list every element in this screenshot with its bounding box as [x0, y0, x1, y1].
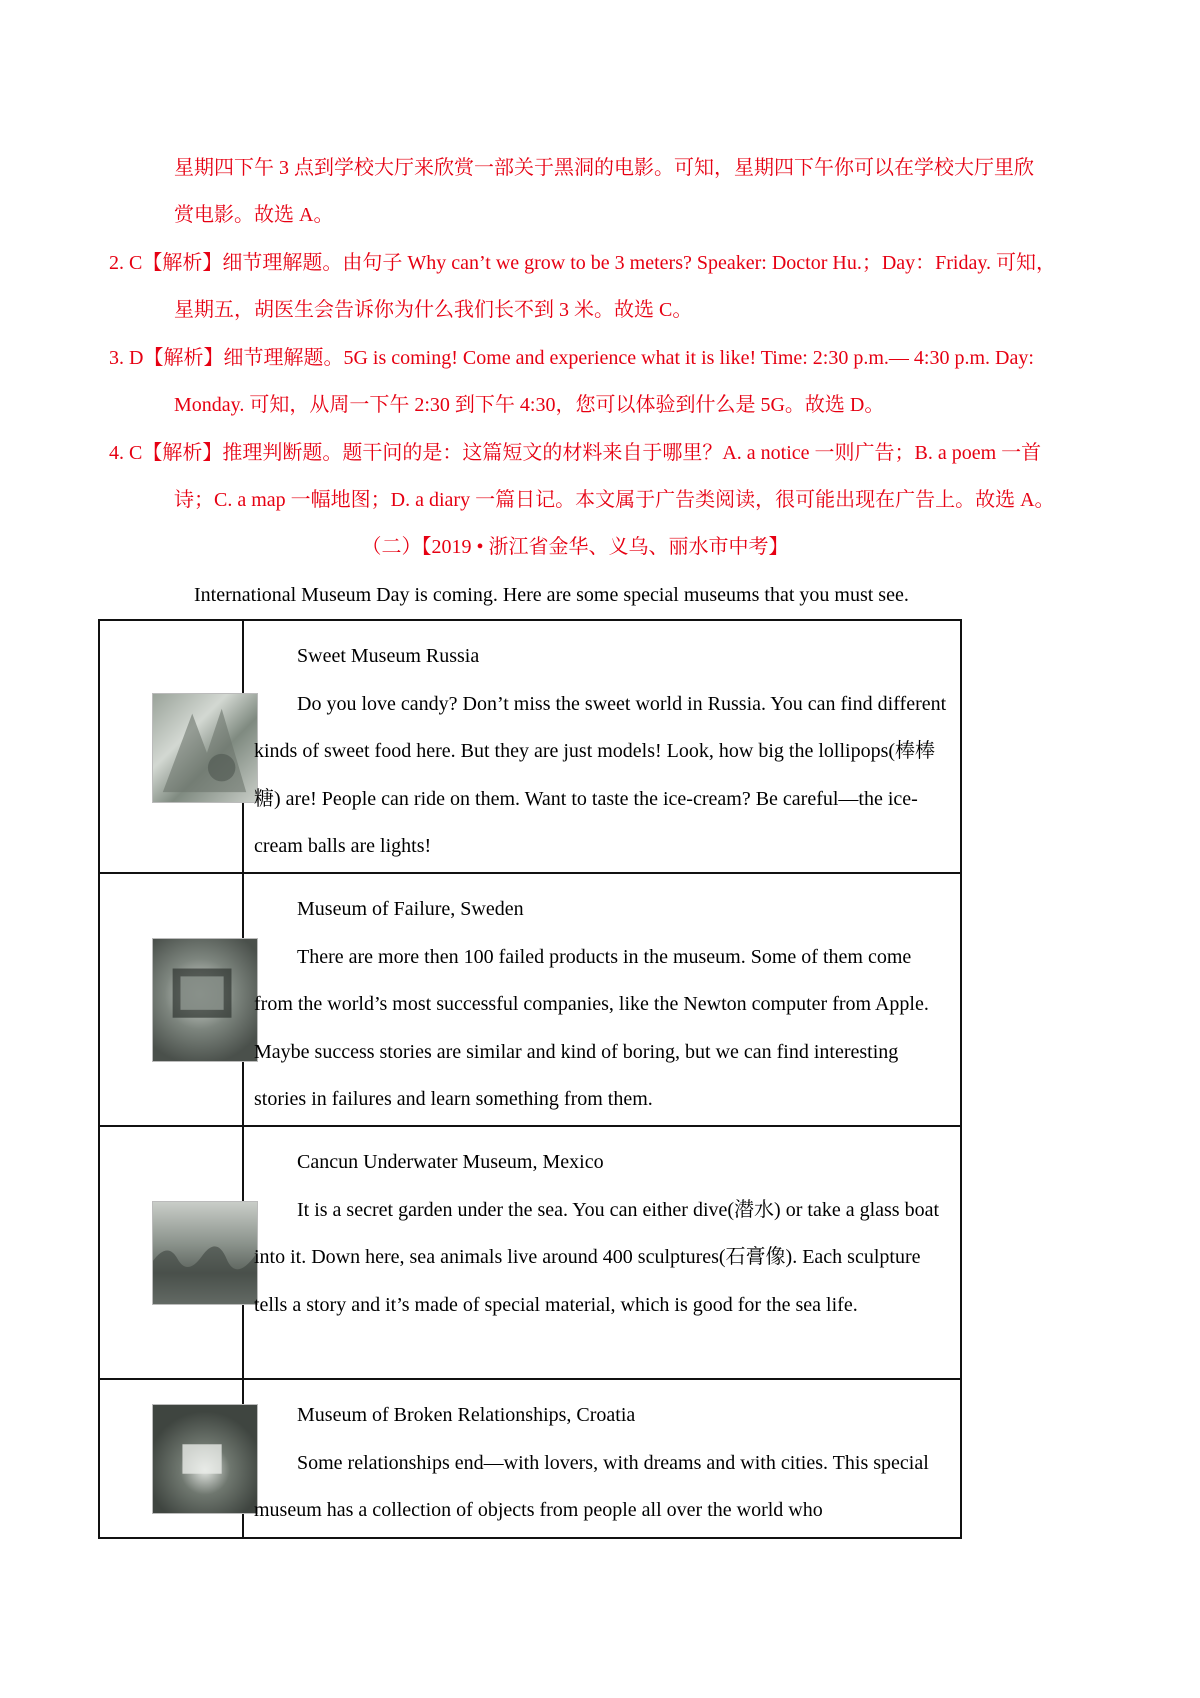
museum-description: There are more then 100 failed products in the museum. Some of them come from the world’s most successful companies, like the Newton computer from Apple. Maybe success stories are similar and kind of boring, but we can find interesting stories in failures and learn something from them. — [254, 945, 929, 1110]
answer-4-line-1: 4. C【解析】推理判断题。题干问的是：这篇短文的材料来自于哪里？A. a notice 一则广告；B. a poem 一首 — [109, 442, 1042, 464]
reading-intro: International Museum Day is coming. Here are some special museums that you must see. — [194, 584, 909, 606]
museum-row — [99, 873, 961, 1126]
photo-image — [153, 939, 257, 1061]
photo-image — [153, 694, 257, 802]
answer-2-line-1: 2. C【解析】细节理解题。由句子 Why can’t we grow to be 3 meters? Speaker: Doctor Hu.；Day：Friday. 可知， — [109, 252, 1057, 274]
photo-image — [153, 1202, 257, 1304]
museum-text-cell — [243, 620, 961, 873]
answer-3-line-2: Monday. 可知，从周一下午 2:30 到下午 4:30，您可以体验到什么是 5G。故选 D。 — [174, 394, 885, 416]
museum-description: It is a secret garden under the sea. You can either dive(潜水) or take a glass boat into it. Down here, sea animals live around 400 sculptures(石膏像). Each sculpture tells a story and it’s made of special material, which is good for the sea life. — [254, 1198, 940, 1316]
museum-row — [99, 1379, 961, 1538]
museum-title: Cancun Underwater Museum, Mexico — [297, 1151, 604, 1173]
museum-description: Some relationships end—with lovers, with dreams and with cities. This special museum has a collection of objects from people all over the world who — [254, 1451, 929, 1521]
answer-3-line-1: 3. D【解析】细节理解题。5G is coming! Come and experience what it is like! Time: 2:30 p.m.— 4:30 p.m. Day: — [109, 347, 1034, 369]
museum-text-cell — [243, 873, 961, 1126]
answer-4-line-2: 诗；C. a map 一幅地图；D. a diary 一篇日记。本文属于广告类阅读，很可能出现在广告上。故选 A。 — [174, 489, 1055, 511]
museum-row — [99, 620, 961, 873]
answer-1-continuation-line-2: 赏电影。故选 A。 — [174, 204, 334, 226]
museum-image-cell — [99, 1126, 243, 1379]
photo-image — [153, 1405, 257, 1513]
answer-1-continuation-line-1: 星期四下午 3 点到学校大厅来欣赏一部关于黑洞的电影。可知，星期四下午你可以在学校大厅里欣 — [174, 157, 1034, 179]
museum-image-cell — [99, 873, 243, 1126]
museum-text-cell — [243, 1379, 961, 1538]
museum-row — [99, 1126, 961, 1379]
museum-image-cell — [99, 620, 243, 873]
museum-description: Do you love candy? Don’t miss the sweet world in Russia. You can find different kinds of sweet food here. But they are just models! Look, how big the lollipops(棒棒糖) are! People can ride on them. Want to taste the ice-cream? Be careful—the ice-cream balls are lights! — [254, 692, 947, 857]
museum-title: Museum of Failure, Sweden — [297, 898, 524, 920]
museum-table — [98, 619, 962, 1539]
museum-text-cell — [243, 1126, 961, 1379]
museum-image-cell — [99, 1379, 243, 1538]
section-heading: （二）【2019 • 浙江省金华、义乌、丽水市中考】 — [361, 536, 789, 558]
answer-2-line-2: 星期五，胡医生会告诉你为什么我们长不到 3 米。故选 C。 — [174, 299, 693, 321]
museum-title: Sweet Museum Russia — [297, 645, 480, 667]
museum-title: Museum of Broken Relationships, Croatia — [297, 1404, 636, 1426]
